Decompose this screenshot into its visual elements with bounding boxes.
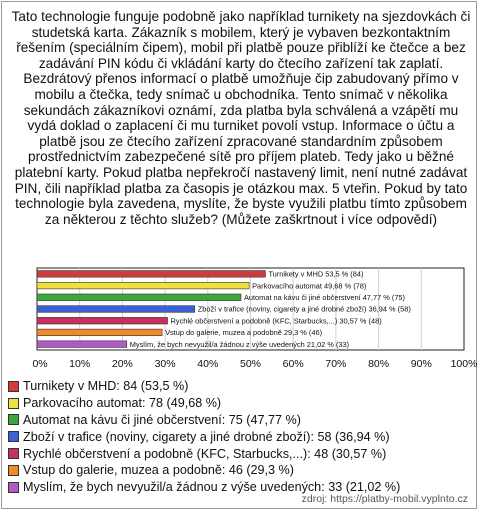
bar <box>37 317 168 324</box>
x-tick-label: 50% <box>239 358 262 370</box>
legend-item <box>8 445 476 462</box>
legend-swatch <box>8 465 19 476</box>
bar-chart-svg <box>9 264 473 354</box>
legend-label: Automat na kávu či jiné občerstvení: 75 (47,77 %) <box>23 412 301 427</box>
x-tick-label: 40% <box>197 358 219 370</box>
bar <box>37 294 241 301</box>
x-tick-label: 20% <box>111 358 133 370</box>
bar-chart <box>9 264 478 370</box>
legend-label: Vstup do galerie, muzea a podobně: 46 (29,3 %) <box>23 463 294 478</box>
source-note: zdroj: https://platby-mobil.vyplnto.cz <box>301 493 468 505</box>
legend-swatch <box>8 414 19 425</box>
bar <box>37 329 162 336</box>
x-tick-label: 10% <box>69 358 91 370</box>
chart-frame <box>1 1 477 509</box>
legend-item <box>8 428 476 445</box>
bar <box>37 282 249 289</box>
x-tick-label: 80% <box>368 358 390 370</box>
bar <box>37 271 265 278</box>
legend-swatch <box>8 482 19 493</box>
legend-label: Myslím, že bych nevyužil/a žádnou z výše uvedených: 33 (21,02 %) <box>23 480 401 495</box>
bar-label: Vstup do galerie, muzea a podobně 29,3 % (46) <box>165 328 323 338</box>
bar-label: Myslím, že bych nevyužil/a žádnou z výše uvedených 21,02 % (33) <box>129 339 350 349</box>
legend-swatch <box>8 398 19 409</box>
x-tick-label: 60% <box>282 358 304 370</box>
legend-label: Rychlé občerstvení a podobně (KFC, Starbucks,...): 48 (30,57 %) <box>23 446 387 461</box>
legend-label: Parkovacího automat: 78 (49,68 %) <box>23 396 222 411</box>
bar-label: Parkovacího automat 49,68 % (78) <box>252 281 367 291</box>
legend-label: Zboží v trafice (noviny, cigarety a jiné drobné zboží): 58 (36,94 %) <box>23 429 390 444</box>
legend-item <box>8 412 476 429</box>
x-tick-label: 0% <box>32 358 48 370</box>
x-tick-label: 70% <box>325 358 347 370</box>
legend-swatch <box>8 381 19 392</box>
bar <box>37 306 195 313</box>
bar-label: Automat na kávu či jiné občerstvení 47,77 % (75) <box>243 292 406 302</box>
bar-label: Rychlé občerstvení a podobně (KFC, Starbucks,...) 30,57 % (48) <box>170 316 382 326</box>
x-tick-label: 90% <box>410 358 432 370</box>
legend-item <box>8 462 476 479</box>
legend-swatch <box>8 431 19 442</box>
x-tick-label: 100% <box>450 358 478 370</box>
legend-swatch <box>8 448 19 459</box>
legend-label: Turnikety v MHD: 84 (53,5 %) <box>23 379 189 394</box>
x-tick-label: 30% <box>154 358 176 370</box>
bar <box>37 341 127 348</box>
legend-item <box>8 378 476 395</box>
bar-label: Turnikety v MHD 53,5 % (84) <box>268 269 364 279</box>
legend-item <box>8 395 476 412</box>
bar-label: Zboží v trafice (noviny, cigarety a jiné drobné zboží) 36,94 % (58) <box>197 304 411 314</box>
chart-legend <box>8 378 476 496</box>
question-text: Tato technologie funguje podobně jako například turnikety na sjezdovkách či studetská karta. Zákazník s mobilem, který je vybaven bezkontaktním řešením (speciálním čipem), mobil při platbě pouze přiblíží ke čtečce a bez zadávání PIN kódu či vkládání karty do čtecího zařízení tak zaplatí. Bezdrátový přenos informací o platbě umožňuje čip zabudovaný přímo v mobilu a čtečka, tedy snímač u obchodníka. Tento snímač v několika sekundách zákazníkovi oznámí, zda platba byla schválená a vzápětí mu vydá doklad o zaplacení či mu turniket povolí vstup. Informace o účtu a platbě jsou ze čtecího zařízení zpracované standardním způsobem prostřednictvím zabezpečené sítě pro příjem plateb. Tedy jako u běžné platební karty. Pokud platba nepřekročí nastavený limit, není nutné zadávat PIN, čili například platba za časopis je otázkou max. 5 vteřin. Pokud by tato technologie byla zavedena, myslíte, že byste využili platbu tímto způsobem za některou z těchto služeb? (Můžete zaškrtnout i více odpovědí) <box>11 9 471 227</box>
